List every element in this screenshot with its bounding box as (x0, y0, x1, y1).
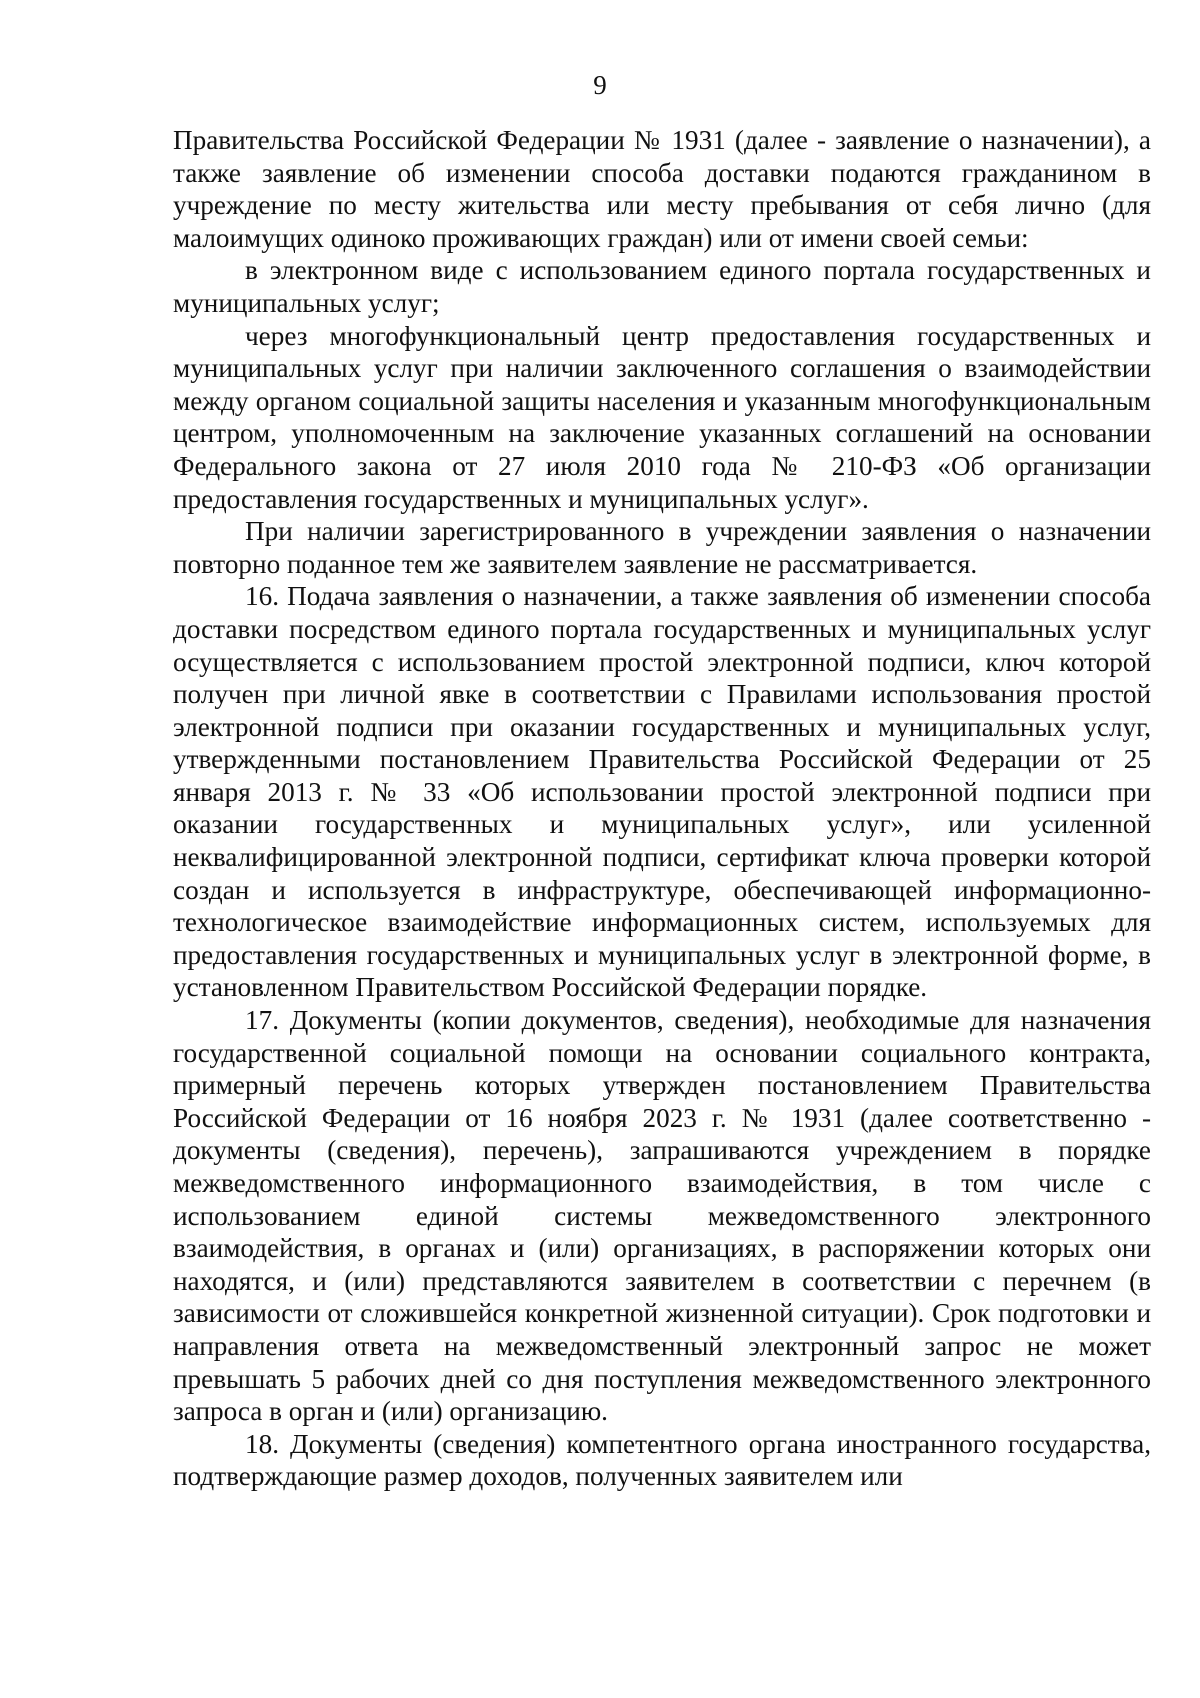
paragraph-item-18: 18. Документы (сведения) компетентного органа иностранного государства, подтверждающие размер доходов, полученных заявителем или (173, 1428, 1151, 1492)
page-number: 9 (593, 70, 607, 100)
document-body (173, 124, 1151, 1493)
paragraph-electronic-portal: в электронном виде с использованием единого портала государственных и муниципальных услуг; (173, 255, 1151, 318)
paragraph-continuation: Правительства Российской Федерации № 1931 (далее - заявление о назначении), а также заявление об изменении способа доставки подаются гражданином в учреждение по месту жительства или месту пребывания от себя лично (для малоимущих одиноко проживающих граждан) или от имени своей семьи: (173, 125, 1151, 253)
paragraph-registered-application: При наличии зарегистрированного в учреждении заявления о назначении повторно поданное тем же заявителем заявление не рассматривается. (173, 516, 1151, 579)
paragraph-item-16: 16. Подача заявления о назначении, а также заявления об изменении способа доставки посредством единого портала государственных и муниципальных услуг осуществляется с использованием простой электронной подписи, ключ которой получен при личной явке в соответствии с Правилами использования простой электронной подписи при оказании государственных и муниципальных услуг, утвержденными постановлением Правительства Российской Федерации от 25 января 2013 г. № 33 «Об использовании простой электронной подписи при оказании государственных и муниципальных услуг», или усиленной неквалифицированной электронной подписи, сертификат ключа проверки которой создан и используется в инфраструктуре, обеспечивающей информационно-технологическое взаимодействие информационных систем, используемых для предоставления государственных и муниципальных услуг в электронной форме, в установленном Правительством Российской Федерации порядке. (173, 581, 1151, 1003)
paragraph-item-17: 17. Документы (копии документов, сведения), необходимые для назначения государственной социальной помощи на основании социального контракта, примерный перечень которых утвержден постановлением Правительства Российской Федерации от 16 ноября 2023 г. № 1931 (далее соответственно - документы (сведения), перечень), запрашиваются учреждением в порядке межведомственного информационного взаимодействия, в том числе с использованием единой системы межведомственного электронного взаимодействия, в органах и (или) организациях, в распоряжении которых они находятся, и (или) представляются заявителем в соответствии с перечнем (в зависимости от сложившейся конкретной жизненной ситуации). Срок подготовки и направления ответа на межведомственный электронный запрос не может превышать 5 рабочих дней со дня поступления межведомственного электронного запроса в орган и (или) организацию. (173, 1005, 1151, 1427)
paragraph-mfc: через многофункциональный центр предоставления государственных и муниципальных услуг при наличии заключенного соглашения о взаимодействии между органом социальной защиты населения и указанным многофункциональным центром, уполномоченным на заключение указанных соглашений на основании Федерального закона от 27 июля 2010 года № 210-ФЗ «Об организации предоставления государственных и муниципальных услуг». (173, 320, 1151, 514)
